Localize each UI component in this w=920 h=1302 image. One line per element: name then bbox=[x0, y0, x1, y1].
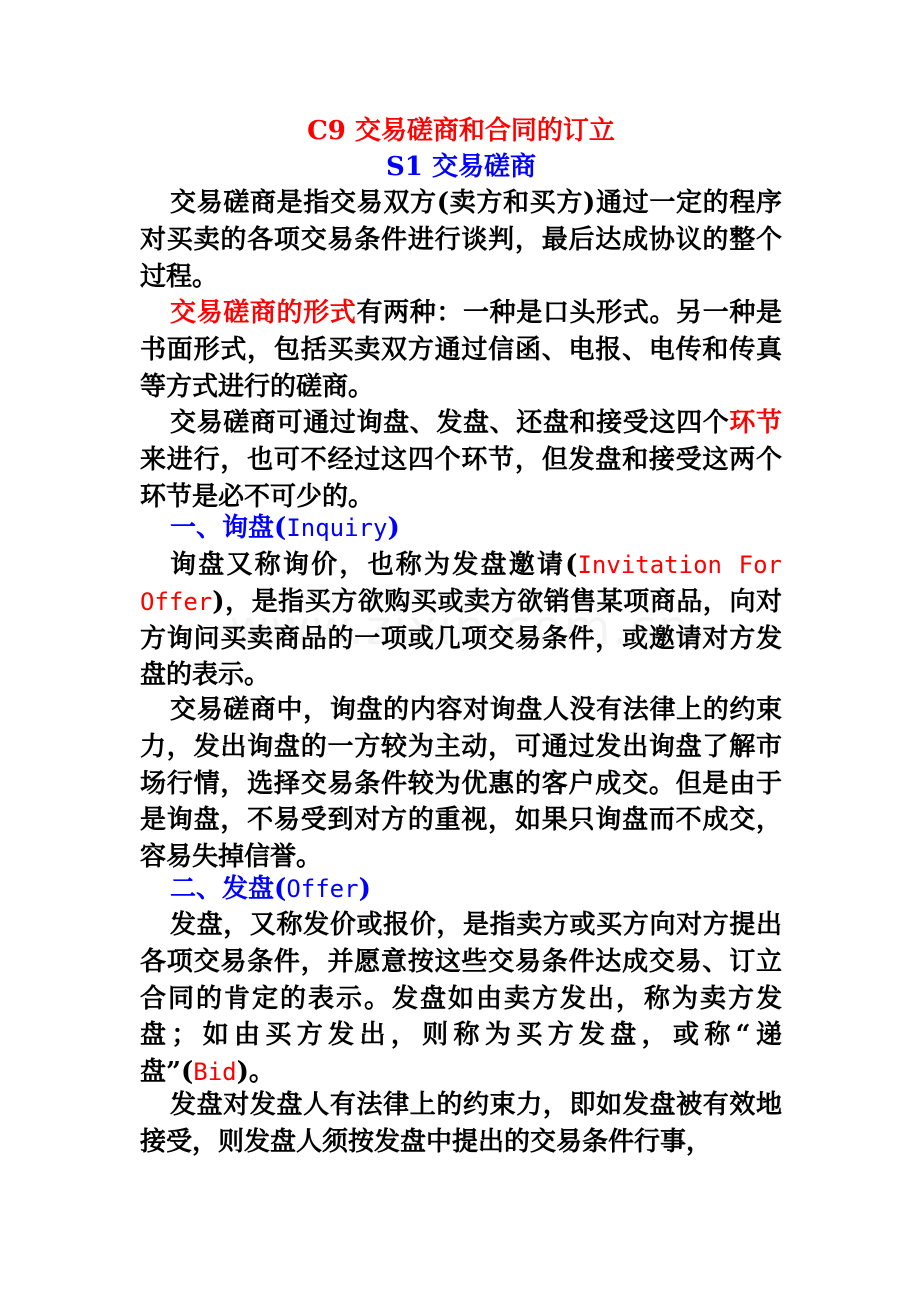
term-stage: 环节 bbox=[729, 408, 782, 438]
heading-inquiry-en: Inquiry bbox=[286, 514, 388, 542]
paragraph-inquiry-definition bbox=[140, 547, 782, 694]
paragraph-inquiry-before: 询盘又称询价，也称为发盘邀请( bbox=[170, 550, 578, 580]
heading-inquiry-suffix: ) bbox=[387, 513, 400, 543]
paragraph-stages bbox=[140, 405, 782, 515]
term-negotiation-form: 交易磋商的形式 bbox=[170, 298, 357, 328]
term-invitation-for-offer: Invitation For Offer bbox=[140, 551, 782, 616]
heading-offer bbox=[140, 871, 782, 908]
heading-offer-prefix: 二、发盘( bbox=[170, 874, 287, 904]
chapter-title: C9 交易磋商和合同的订立 bbox=[307, 116, 615, 146]
paragraph-inquiry-after: )，是指买方欲购买或卖方欲销售某项商品，向对方询问买卖商品的一项或几项交易条件，或邀请对方发盘的表示。 bbox=[140, 586, 782, 691]
paragraph-offer-before: 发盘，又称发价或报价，是指卖方或买方向对方提出各项交易条件，并愿意按这些交易条件达成交易、订立合同的肯定的表示。发盘如由卖方发出，称为卖方发盘；如由买方发出，则称为买方发盘，或称“递盘”( bbox=[140, 910, 782, 1088]
paragraph-offer-effect: 发盘对发盘人有法律上的约束力，即如发盘被有效地接受，则发盘人须按发盘中提出的交易条件行事， bbox=[140, 1090, 782, 1157]
paragraph-forms bbox=[140, 295, 782, 405]
paragraph-offer-after: )。 bbox=[236, 1057, 275, 1088]
paragraph-inquiry-effect: 交易磋商中，询盘的内容对询盘人没有法律上的约束力，发出询盘的一方较为主动，可通过发出询盘了解市场行情，选择交易条件较为优惠的客户成交。但是由于是询盘，不易受到对方的重视，如果只询盘而不成交，容易失掉信誉。 bbox=[140, 695, 782, 873]
term-bid: Bid bbox=[193, 1058, 237, 1087]
section-title: S1 交易磋商 bbox=[386, 152, 536, 182]
heading-inquiry bbox=[140, 510, 782, 547]
paragraph-forms-text: 有两种：一种是口头形式。另一种是书面形式，包括买卖双方通过信函、电报、电传和传真等方式进行的磋商。 bbox=[140, 298, 782, 402]
paragraph-offer-definition bbox=[140, 907, 782, 1091]
paragraph-stages-after: 来进行，也可不经过这四个环节，但发盘和接受这两个环节是必不可少的。 bbox=[140, 444, 782, 512]
heading-offer-en: Offer bbox=[286, 875, 359, 903]
paragraph-definition: 交易磋商是指交易双方(卖方和买方)通过一定的程序对买卖的各项交易条件进行谈判，最后达成协议的整个过程。 bbox=[140, 188, 782, 292]
heading-offer-suffix: ) bbox=[358, 874, 371, 904]
heading-inquiry-prefix: 一、询盘( bbox=[170, 513, 287, 543]
paragraph-stages-before: 交易磋商可通过询盘、发盘、还盘和接受这四个 bbox=[170, 408, 730, 438]
